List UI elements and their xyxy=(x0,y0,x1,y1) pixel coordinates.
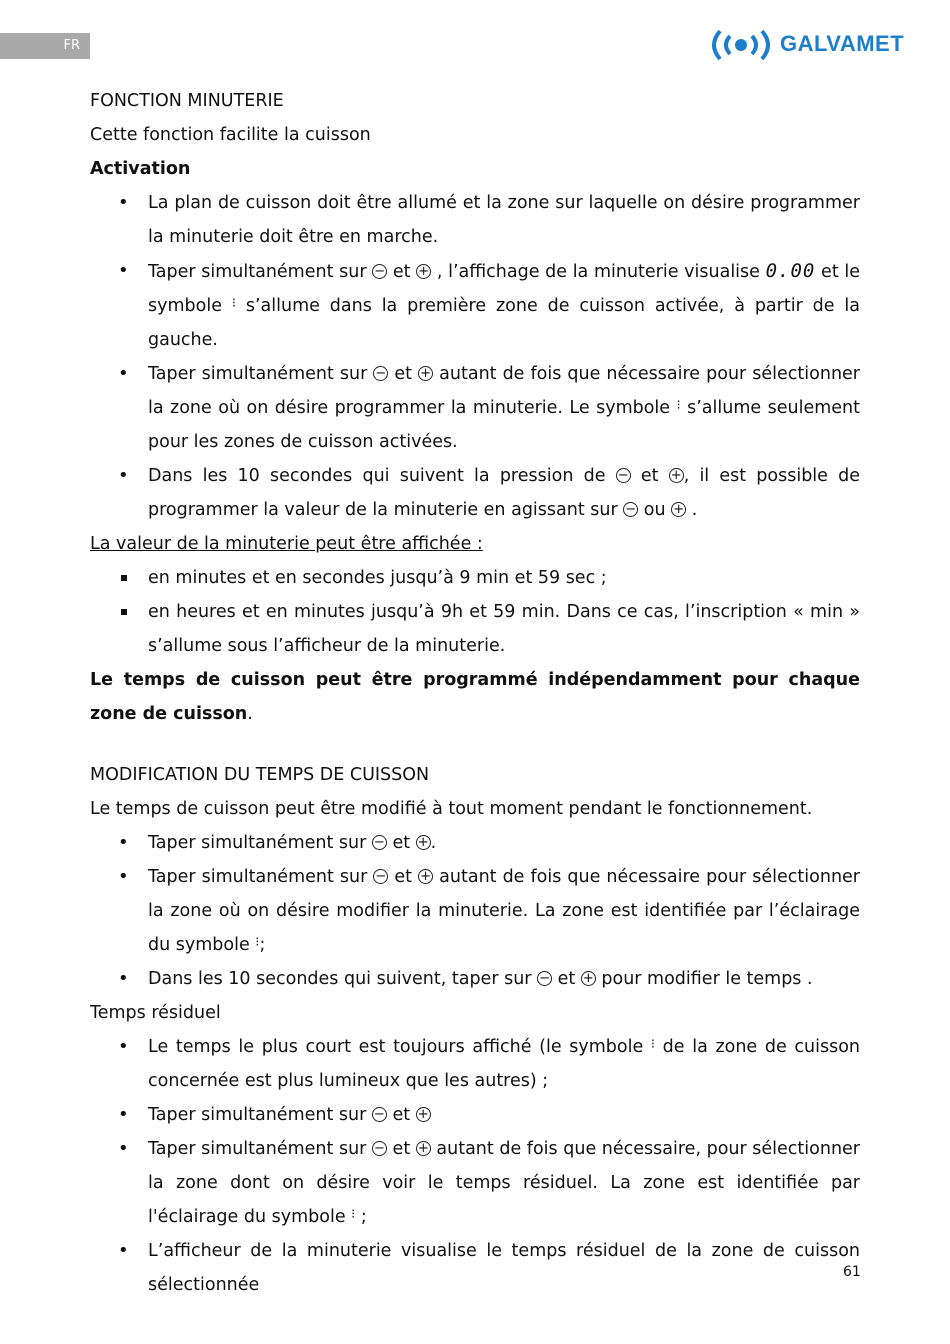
value-list xyxy=(90,561,860,663)
section-title-modification: MODIFICATION DU TEMPS DE CUISSON xyxy=(90,765,430,785)
item-text: ; xyxy=(259,935,266,955)
minus-icon: − xyxy=(616,468,631,483)
document-body xyxy=(90,84,860,1302)
list-item xyxy=(90,561,860,595)
item-text: s’allume dans la première zone de cuisson activée, à partir de la gauche. xyxy=(148,296,860,350)
list-item xyxy=(90,186,860,254)
plus-icon: + xyxy=(669,468,684,483)
list-item xyxy=(90,1030,860,1098)
item-text: et xyxy=(386,833,416,853)
item-text: Taper simultanément sur xyxy=(148,833,372,853)
plus-icon: + xyxy=(416,1107,431,1122)
item-text: et xyxy=(386,1139,416,1159)
minus-icon: − xyxy=(373,869,388,884)
item-text: et le symbole xyxy=(148,262,860,316)
minus-icon: − xyxy=(372,1107,387,1122)
item-text: L’afficheur de la minuterie visualise le temps résiduel de la zone de cuisson sélectionnée xyxy=(148,1241,860,1295)
item-text: Le temps le plus court est toujours affiché (le symbole xyxy=(148,1037,651,1057)
item-text: s’allume seulement pour les zones de cuisson activées. xyxy=(148,398,860,452)
logo-text: GALVAMET xyxy=(780,31,905,56)
item-text: en heures et en minutes jusqu’à 9h et 59 min. Dans ce cas, l’inscription « min » s’allume sous l’afficheur de la minuterie. xyxy=(148,602,860,656)
item-text: autant de fois que nécessaire pour sélectionner la zone où on désire modifier la minuterie. La zone est identifiée par l’éclairage du symbole xyxy=(148,867,860,955)
plus-icon: + xyxy=(418,869,433,884)
list-item xyxy=(90,595,860,663)
residual-list xyxy=(90,1030,860,1302)
modification-intro: Le temps de cuisson peut être modifié à tout moment pendant le fonctionnement. xyxy=(90,799,813,819)
timer-symbol-icon: ⁝ xyxy=(351,1207,356,1222)
minus-icon: − xyxy=(372,1141,387,1156)
item-text: . xyxy=(686,500,698,520)
minus-icon: − xyxy=(372,264,387,279)
list-item xyxy=(90,1098,860,1132)
timer-symbol-icon: ⁝ xyxy=(650,1037,656,1052)
item-text: de la zone de cuisson concernée est plus lumineux que les autres) ; xyxy=(148,1037,860,1091)
item-text: Dans les 10 secondes qui suivent, taper sur xyxy=(148,969,538,989)
note-text: Le temps de cuisson peut être programmé indépendamment pour chaque zone de cuisson xyxy=(90,670,860,724)
page-number: 61 xyxy=(843,1264,861,1280)
plus-icon: + xyxy=(418,366,433,381)
item-text: et xyxy=(552,969,581,989)
list-item xyxy=(90,1234,860,1302)
item-text: en minutes et en secondes jusqu’à 9 min et 59 sec ; xyxy=(148,568,607,588)
minus-icon: − xyxy=(372,835,387,850)
plus-icon: + xyxy=(671,502,686,517)
list-item xyxy=(90,826,860,860)
item-text: et xyxy=(388,867,419,887)
value-title: La valeur de la minuterie peut être affichée : xyxy=(90,534,483,554)
item-text: autant de fois que nécessaire, pour sélectionner la zone dont on désire voir le temps résiduel. La zone est identifiée par l'éclairage du symbole xyxy=(148,1139,861,1227)
section-title-minuterie: FONCTION MINUTERIE xyxy=(90,91,284,111)
plus-icon: + xyxy=(416,264,431,279)
intro-text: Cette fonction facilite la cuisson xyxy=(90,125,371,145)
list-item xyxy=(90,254,860,357)
timer-symbol-icon: ⁝ xyxy=(231,296,236,311)
item-text: et xyxy=(630,466,669,486)
item-text: . xyxy=(430,833,437,853)
activation-heading: Activation xyxy=(90,159,191,179)
item-text: Taper simultanément sur xyxy=(148,262,373,282)
plus-icon: + xyxy=(416,1141,431,1156)
list-item xyxy=(90,860,860,962)
list-item xyxy=(90,962,860,996)
plus-icon: + xyxy=(416,835,431,850)
minus-icon: − xyxy=(373,366,388,381)
item-text: La plan de cuisson doit être allumé et la zone sur laquelle on désire programmer la minuterie doit être en marche. xyxy=(148,193,860,247)
timer-symbol-icon: ⁝ xyxy=(255,935,260,950)
galvamet-logo xyxy=(708,27,908,63)
item-text: ; xyxy=(355,1207,367,1227)
item-text: Taper simultanément sur xyxy=(148,1139,372,1159)
item-text: , il est possible de programmer la valeur de la minuterie en agissant sur xyxy=(148,466,860,520)
item-text: Taper simultanément sur xyxy=(148,364,374,384)
note-paragraph xyxy=(90,663,860,731)
item-text: pour modifier le temps . xyxy=(595,969,813,989)
item-text: , l’affichage de la minuterie visualise xyxy=(431,262,766,282)
minus-icon: − xyxy=(537,971,552,986)
list-item xyxy=(90,1132,860,1234)
list-item xyxy=(90,459,860,527)
item-text: Dans les 10 secondes qui suivent la pression de xyxy=(148,466,616,486)
logo-icon xyxy=(708,27,778,63)
item-text: Taper simultanément sur xyxy=(148,867,374,887)
item-text: ou xyxy=(638,500,672,520)
activation-list xyxy=(90,186,860,527)
item-text: Taper simultanément sur xyxy=(148,1105,372,1125)
section-title-residual: Temps résiduel xyxy=(90,1003,221,1023)
note-end: . xyxy=(247,704,253,724)
item-text: et xyxy=(388,364,419,384)
list-item xyxy=(90,357,860,459)
item-text: et xyxy=(387,262,417,282)
timer-symbol-icon: ⁝ xyxy=(676,398,681,413)
timer-display-icon: 0.00 xyxy=(765,260,816,282)
plus-icon: + xyxy=(581,971,596,986)
modification-list xyxy=(90,826,860,996)
language-tab: FR xyxy=(0,33,90,59)
item-text: et xyxy=(386,1105,416,1125)
minus-icon: − xyxy=(623,502,638,517)
item-text: autant de fois que nécessaire pour sélectionner la zone où on désire programmer la minuterie. Le symbole xyxy=(148,364,860,418)
